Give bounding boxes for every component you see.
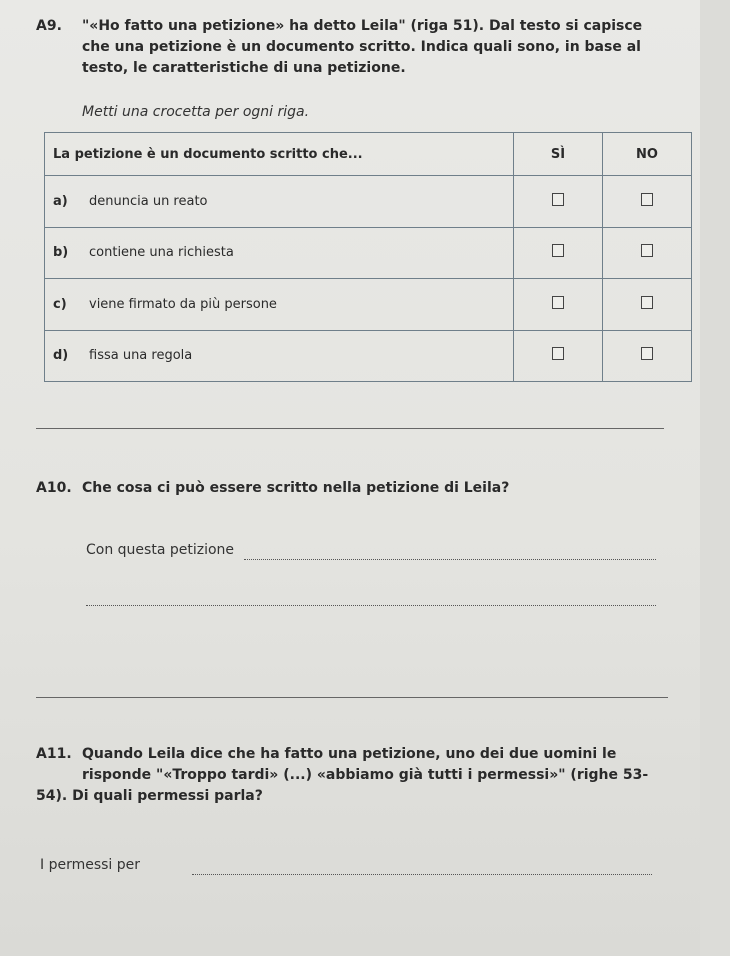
answer-prompt: I permessi per bbox=[40, 857, 141, 873]
section-divider bbox=[36, 428, 664, 429]
question-text-line-1: "«Ho fatto una petizione» ha detto Leila" (riga 51). Dal testo si capisce bbox=[82, 18, 643, 34]
yes-checkbox[interactable] bbox=[552, 347, 564, 360]
answer-line[interactable] bbox=[192, 874, 652, 875]
question-number: A10. bbox=[36, 480, 72, 496]
row-statement bbox=[45, 279, 514, 330]
question-text: Che cosa ci può essere scritto nella petizione di Leila? bbox=[82, 480, 510, 496]
question-text-line-2: risponde "«Troppo tardi» (...) «abbiamo già tutti i permessi»" (righe 53- bbox=[82, 767, 649, 783]
no-checkbox[interactable] bbox=[641, 296, 653, 309]
yes-checkbox[interactable] bbox=[552, 193, 564, 206]
yes-checkbox[interactable] bbox=[552, 296, 564, 309]
section-divider bbox=[36, 697, 668, 698]
row-text: contiene una richiesta bbox=[89, 245, 234, 261]
table-row bbox=[45, 279, 692, 330]
answer-line[interactable] bbox=[244, 559, 656, 560]
answer-line[interactable] bbox=[86, 605, 656, 606]
row-statement bbox=[45, 176, 514, 227]
row-letter: d) bbox=[53, 348, 69, 364]
answer-prompt: Con questa petizione bbox=[86, 542, 235, 558]
no-checkbox[interactable] bbox=[641, 347, 653, 360]
row-letter: b) bbox=[53, 245, 69, 261]
question-text-line-2: che una petizione è un documento scritto. Indica quali sono, in base al bbox=[82, 39, 641, 55]
table-header-no: NO bbox=[603, 133, 692, 176]
row-text: fissa una regola bbox=[89, 348, 193, 364]
question-a9 bbox=[36, 16, 676, 37]
table-header-statement: La petizione è un documento scritto che... bbox=[45, 133, 514, 176]
table-row bbox=[45, 330, 692, 381]
row-statement bbox=[45, 227, 514, 278]
question-text-line-3: testo, le caratteristiche di una petizione. bbox=[82, 60, 406, 76]
question-number: A9. bbox=[36, 18, 62, 34]
question-a9-continued bbox=[82, 37, 667, 79]
question-text-line-3: 54). Di quali permessi parla? bbox=[36, 788, 263, 804]
question-number: A11. bbox=[36, 746, 72, 762]
table-header-row bbox=[45, 133, 692, 176]
row-statement bbox=[45, 330, 514, 381]
no-checkbox[interactable] bbox=[641, 193, 653, 206]
question-a10 bbox=[36, 478, 676, 499]
question-a11-continued bbox=[82, 765, 667, 786]
question-text-line-1: Quando Leila dice che ha fatto una petizione, uno dei due uomini le bbox=[82, 746, 617, 762]
no-checkbox[interactable] bbox=[641, 244, 653, 257]
table-row bbox=[45, 176, 692, 227]
table-header-yes: SÌ bbox=[514, 133, 603, 176]
table-row bbox=[45, 227, 692, 278]
answer-table bbox=[44, 132, 692, 382]
row-text: viene firmato da più persone bbox=[89, 296, 277, 312]
yes-checkbox[interactable] bbox=[552, 244, 564, 257]
question-a11 bbox=[36, 744, 676, 765]
row-text: denuncia un reato bbox=[89, 194, 208, 210]
instruction-text: Metti una crocetta per ogni riga. bbox=[82, 104, 310, 120]
row-letter: c) bbox=[53, 296, 67, 312]
row-letter: a) bbox=[53, 194, 68, 210]
